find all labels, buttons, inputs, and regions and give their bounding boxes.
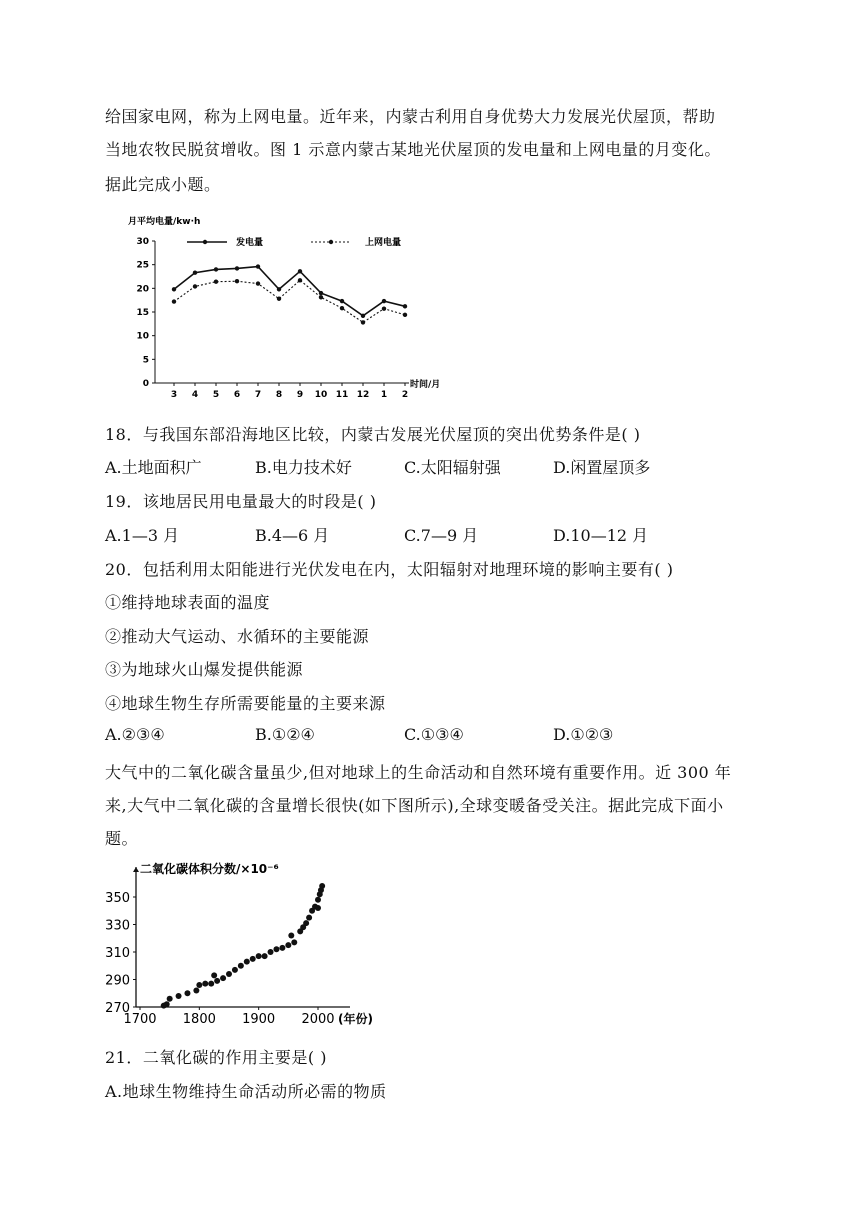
chart2-y-tick-label: 270 <box>105 1001 130 1016</box>
chart2-data-point <box>285 942 291 948</box>
chart1-series-2-point <box>172 299 176 303</box>
intro2-line-3: 题。 <box>105 829 139 848</box>
chart1-series-1-point <box>277 287 281 291</box>
chart2-data-point <box>193 988 199 994</box>
chart1-series-2-point <box>340 306 344 310</box>
chart1-x-tick-label: 2 <box>401 390 409 400</box>
q20-stem: 20．包括利用太阳能进行光伏发电在内，太阳辐射对地理环境的影响主要有( ) <box>105 560 674 579</box>
q20-option-b[interactable]: B.①②④ <box>255 725 315 744</box>
chart2-data-point <box>232 967 238 973</box>
chart2-x-tick-label: 2000 <box>301 1012 335 1027</box>
q18-option-c[interactable]: C.太阳辐射强 <box>404 458 501 477</box>
chart1-series-1-point <box>235 266 239 270</box>
chart2-y-tick-label: 310 <box>105 946 130 961</box>
chart1-x-tick-label: 3 <box>170 390 178 400</box>
chart2-data-point <box>250 956 256 962</box>
chart2-data-point <box>279 945 285 951</box>
chart2-x-tick-label: 1900 <box>242 1012 276 1027</box>
chart2-data-point <box>319 883 325 889</box>
chart2-data-point <box>268 949 274 955</box>
chart1-series-2-point <box>256 281 260 285</box>
chart2-data-point <box>244 959 250 965</box>
chart1-series-1-point <box>214 267 218 271</box>
chart2-data-point <box>164 1001 170 1007</box>
chart2-data-point <box>315 897 321 903</box>
chart2-y-axis-arrow <box>133 867 139 872</box>
chart1-x-tick-label: 7 <box>254 390 262 400</box>
chart1-legend-1: 发电量 <box>236 238 264 248</box>
chart1-series-2-point <box>214 280 218 284</box>
q18-option-d[interactable]: D.闲置屋顶多 <box>553 458 651 477</box>
chart1-x-tick-label: 9 <box>296 390 304 400</box>
q21-stem: 21．二氧化碳的作用主要是( ) <box>105 1048 327 1067</box>
chart1-x-tick-label: 10 <box>314 390 328 400</box>
chart1-series-2-point <box>193 284 197 288</box>
intro2-line-2: 来,大气中二氧化碳的含量增长很快(如下图所示),全球变暖备受关注。据此完成下面小 <box>105 796 724 815</box>
chart1-series-1-point <box>382 299 386 303</box>
chart1-series-2-point <box>361 320 365 324</box>
chart1-series-1-point <box>340 299 344 303</box>
chart1-legend-2: 上网电量 <box>365 238 402 248</box>
chart2-y-tick-label: 330 <box>105 918 130 934</box>
chart1-legend-solid-marker <box>203 240 207 244</box>
q20-item-2: ②推动大气运动、水循环的主要能源 <box>105 627 370 646</box>
chart1-x-tick-label: 8 <box>275 390 283 400</box>
intro2-line-1: 大气中的二氧化碳含量虽少,但对地球上的生命活动和自然环境有重要作用。近 300 年 <box>105 763 732 782</box>
chart1-x-tick-label: 6 <box>233 390 241 400</box>
chart2-x-tick-label: 1800 <box>182 1012 216 1027</box>
q18-stem: 18．与我国东部沿海地区比较，内蒙古发展光伏屋顶的突出优势条件是( ) <box>105 425 641 444</box>
chart2-data-point <box>291 939 297 945</box>
intro-line-1: 给国家电网，称为上网电量。近年来，内蒙古利用自身优势大力发展光伏屋顶，帮助 <box>105 107 716 126</box>
q19-option-a[interactable]: A.1—3 月 <box>105 526 180 545</box>
chart2-data-point <box>184 990 190 996</box>
co2-scatter-chart <box>100 855 390 1035</box>
chart1-series-2-point <box>235 279 239 283</box>
chart2-data-point <box>238 963 244 969</box>
chart1-series-1-point <box>256 264 260 268</box>
chart1-y-tick-label: 30 <box>136 237 149 247</box>
chart1-series-2-point <box>298 278 302 282</box>
intro-line-2: 当地农牧民脱贫增收。图 1 示意内蒙古某地光伏屋顶的发电量和上网电量的月变化。 <box>105 140 721 159</box>
chart2-y-tick-label: 290 <box>105 973 130 989</box>
chart2-data-point <box>262 953 268 959</box>
chart1-legend-dotted-marker <box>329 240 333 244</box>
chart1-y-tick-label: 20 <box>136 284 149 295</box>
chart1-xlabel: 时间/月 <box>410 380 441 390</box>
q20-option-c[interactable]: C.①③④ <box>404 725 464 744</box>
chart2-data-point <box>202 981 208 987</box>
chart1-series-1-point <box>172 287 176 291</box>
chart2-data-point <box>315 905 321 911</box>
chart2-data-point <box>306 915 312 921</box>
chart2-x-unit-label: (年份) <box>338 1012 373 1026</box>
chart1-series-1-point <box>298 269 302 273</box>
chart1-y-tick-label: 25 <box>136 260 149 271</box>
intro-line-3: 据此完成小题。 <box>105 175 221 194</box>
q21-option-a[interactable]: A.地球生物维持生命活动所必需的物质 <box>105 1082 387 1101</box>
chart2-data-point <box>211 972 217 978</box>
chart2-ylabel: 二氧化碳体积分数/×10⁻⁶ <box>140 862 279 876</box>
chart2-data-point <box>303 920 309 926</box>
q19-stem: 19．该地居民用电量最大的时段是( ) <box>105 492 377 511</box>
q19-option-d[interactable]: D.10—12 月 <box>553 526 649 545</box>
chart1-series-1-line <box>174 267 405 316</box>
chart2-data-point <box>176 993 182 999</box>
chart1-x-tick-label: 4 <box>191 390 199 400</box>
chart2-x-tick-label: 1700 <box>123 1012 157 1027</box>
chart1-y-tick-label: 15 <box>136 308 149 318</box>
chart1-x-tick-label: 5 <box>212 390 220 400</box>
chart2-data-point <box>167 996 173 1002</box>
q19-option-c[interactable]: C.7—9 月 <box>404 526 479 545</box>
q20-option-d[interactable]: D.①②③ <box>553 725 614 744</box>
chart1-series-1-point <box>319 291 323 295</box>
chart1-series-2-point <box>319 295 323 299</box>
chart2-data-point <box>220 975 226 981</box>
chart2-data-point <box>196 982 202 988</box>
chart1-series-2-line <box>174 280 405 322</box>
chart1-series-2-point <box>382 306 386 310</box>
chart1-y-tick-label: 5 <box>142 355 149 366</box>
q20-item-4: ④地球生物生存所需要能量的主要来源 <box>105 694 386 713</box>
q18-option-a[interactable]: A.土地面积广 <box>105 458 202 477</box>
power-line-chart <box>125 210 441 400</box>
chart1-x-tick-label: 12 <box>356 390 370 400</box>
chart1-series-2-point <box>403 313 407 317</box>
chart2-y-tick-label: 350 <box>105 891 130 906</box>
chart1-x-tick-label: 11 <box>335 390 349 400</box>
q18-option-b[interactable]: B.电力技术好 <box>255 458 352 477</box>
chart2-data-point <box>273 946 279 952</box>
chart1-series-2-point <box>277 297 281 301</box>
chart2-data-point <box>256 953 262 959</box>
chart2-data-point <box>214 978 220 984</box>
chart2-data-point <box>208 981 214 987</box>
chart1-y-tick-label: 10 <box>136 331 149 342</box>
chart2-data-point <box>288 933 294 939</box>
q19-option-b[interactable]: B.4—6 月 <box>255 526 330 545</box>
q20-option-a[interactable]: A.②③④ <box>105 725 165 744</box>
chart2-data-point <box>226 971 232 977</box>
chart1-x-tick-label: 1 <box>380 390 388 400</box>
q20-item-1: ①维持地球表面的温度 <box>105 593 271 612</box>
chart1-series-1-point <box>403 304 407 308</box>
chart1-series-1-point <box>361 314 365 318</box>
chart1-y-tick-label: 0 <box>142 379 149 389</box>
chart1-ylabel: 月平均电量/kw·h <box>128 217 201 227</box>
chart1-series-1-point <box>193 271 197 275</box>
q20-item-3: ③为地球火山爆发提供能源 <box>105 660 304 679</box>
